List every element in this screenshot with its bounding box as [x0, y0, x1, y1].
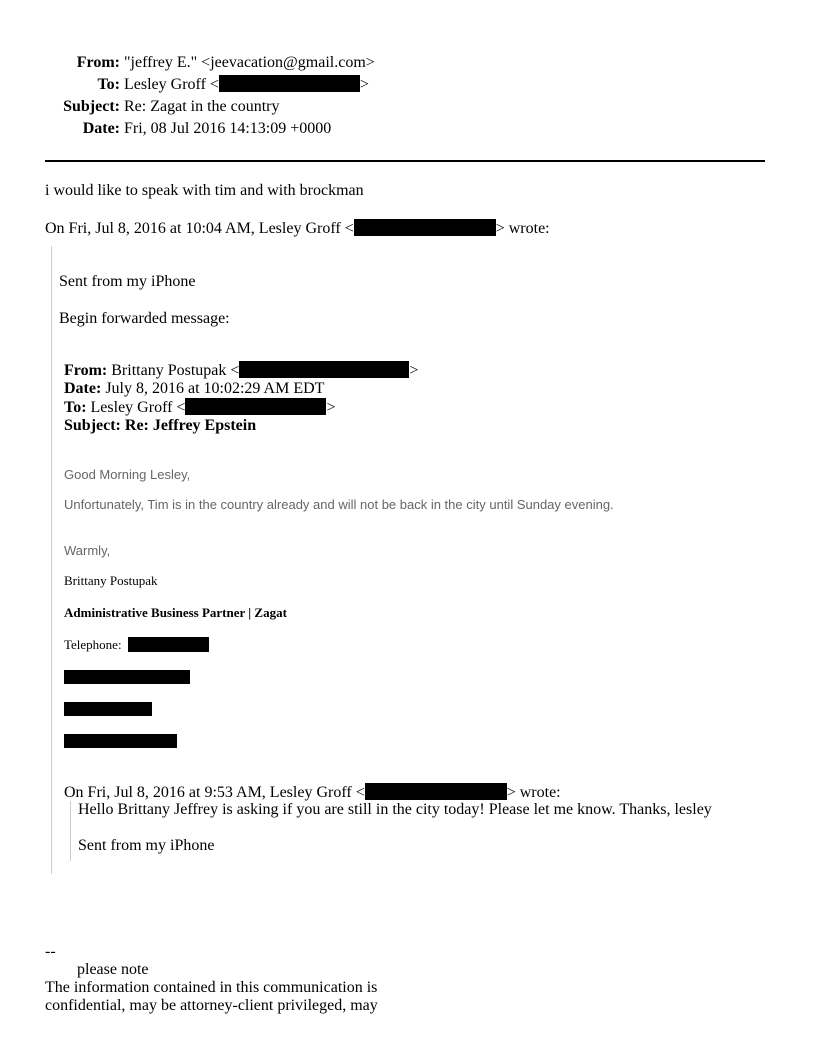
header-date-row	[60, 118, 375, 140]
fw-from-row	[64, 361, 418, 380]
date-label: Date:	[82, 120, 120, 137]
redaction-box	[354, 219, 496, 236]
subject-value: Re: Zagat in the country	[124, 98, 280, 115]
subject-label: Subject:	[63, 98, 120, 115]
email-header	[60, 52, 375, 140]
fw-from-label: From:	[64, 362, 108, 379]
to-close: >	[359, 76, 369, 93]
fw-subject-value: Re: Jeffrey Epstein	[124, 417, 257, 434]
inner-quote-bar	[70, 801, 71, 861]
footer-line1: The information contained in this communication is	[45, 979, 378, 996]
fw-date-label: Date:	[64, 380, 102, 397]
redaction-box	[64, 734, 177, 748]
to-value: Lesley Groff <	[124, 76, 219, 93]
reply-telephone	[64, 637, 209, 653]
fw-date-value: July 8, 2016 at 10:02:29 AM EDT	[105, 380, 325, 397]
reply-signoff: Warmly,	[64, 543, 111, 558]
redaction-box	[185, 398, 326, 415]
fw-from-value: Brittany Postupak <	[111, 362, 240, 379]
telephone-label: Telephone:	[64, 637, 122, 652]
redaction-box	[219, 75, 360, 92]
inner-body: Hello Brittany Jeffrey is asking if you are still in the city today! Please let me know. Thanks, lesley	[78, 801, 712, 818]
inner-intro-suffix: > wrote:	[506, 784, 561, 801]
quoted-begin-forwarded: Begin forwarded message:	[59, 310, 230, 327]
reply-line1: Unfortunately, Tim is in the country already and will not be back in the city until Sunday evening.	[64, 497, 614, 512]
fw-date-row	[64, 380, 418, 398]
from-value: "jeffrey E." <jeevacation@gmail.com>	[124, 54, 375, 71]
inner-intro-prefix: On Fri, Jul 8, 2016 at 9:53 AM, Lesley Groff <	[64, 784, 365, 801]
fw-to-value: Lesley Groff <	[90, 399, 186, 416]
redaction-box	[64, 702, 152, 716]
header-subject-row	[60, 96, 375, 118]
fw-from-close: >	[409, 362, 419, 379]
inner-quote-intro	[64, 783, 561, 802]
to-label: To:	[97, 76, 120, 93]
quote-intro-suffix: > wrote:	[495, 220, 550, 237]
inner-sent-from: Sent from my iPhone	[78, 837, 215, 854]
fw-subject-row	[64, 417, 418, 435]
fw-to-close: >	[326, 399, 336, 416]
redaction-box	[239, 361, 409, 378]
redaction-box	[365, 783, 507, 800]
footer-please-note: please note	[77, 961, 149, 978]
reply-name: Brittany Postupak	[64, 573, 158, 588]
header-from-row	[60, 52, 375, 74]
quote-intro-prefix: On Fri, Jul 8, 2016 at 10:04 AM, Lesley Groff <	[45, 220, 354, 237]
reply-greeting: Good Morning Lesley,	[64, 467, 191, 482]
reply-title: Administrative Business Partner | Zagat	[64, 605, 287, 620]
quote-intro	[45, 219, 550, 238]
header-to-row	[60, 74, 375, 96]
from-label: From:	[76, 54, 120, 71]
message-body: i would like to speak with tim and with brockman	[45, 182, 364, 199]
redaction-box	[64, 670, 190, 684]
quoted-sent-from: Sent from my iPhone	[59, 273, 196, 290]
signature-separator: --	[45, 943, 56, 960]
redaction-box	[128, 637, 209, 652]
footer-line2: confidential, may be attorney-client privileged, may	[45, 997, 378, 1014]
fw-to-row	[64, 398, 418, 417]
quote-bar	[51, 246, 52, 874]
fw-to-label: To:	[64, 399, 87, 416]
header-divider	[45, 160, 765, 162]
forwarded-header	[64, 361, 418, 435]
fw-subject-label: Subject:	[64, 417, 121, 434]
date-value: Fri, 08 Jul 2016 14:13:09 +0000	[124, 120, 332, 137]
